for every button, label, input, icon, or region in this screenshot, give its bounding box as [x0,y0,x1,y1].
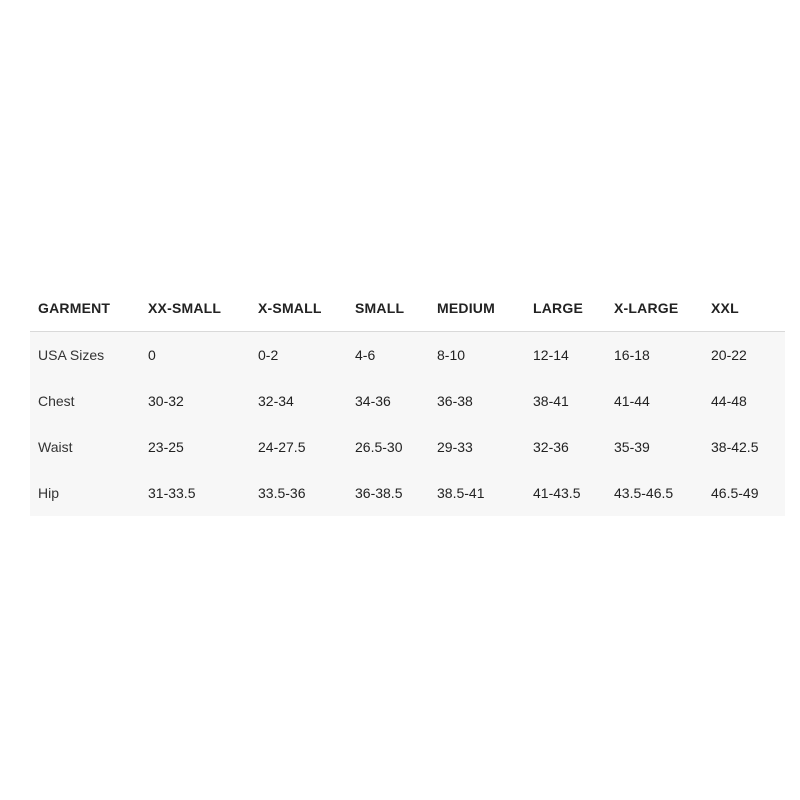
row-label: Hip [38,485,60,501]
header-x-small: X-SMALL [258,300,322,316]
table-cell: 8-10 [437,347,466,363]
table-cell: 43.5-46.5 [614,485,674,501]
row-label: Waist [38,439,73,455]
table-cell: 31-33.5 [148,485,196,501]
header-x-large: X-LARGE [614,300,679,316]
table-cell: 32-34 [258,393,294,409]
table-cell: 4-6 [355,347,376,363]
table-cell: 0-2 [258,347,279,363]
table-row-waist [30,424,785,470]
table-cell: 26.5-30 [355,439,403,455]
table-cell: 34-36 [355,393,391,409]
header-xxl: XXL [711,300,739,316]
header-garment: GARMENT [38,300,111,316]
table-cell: 23-25 [148,439,184,455]
table-row-hip [30,470,785,516]
table-cell: 12-14 [533,347,569,363]
table-row-chest [30,378,785,424]
table-cell: 29-33 [437,439,473,455]
table-cell: 30-32 [148,393,184,409]
table-cell: 38-41 [533,393,569,409]
table-cell: 24-27.5 [258,439,306,455]
table-cell: 36-38.5 [355,485,403,501]
header-large: LARGE [533,300,583,316]
table-cell: 44-48 [711,393,747,409]
header-row [30,285,785,332]
table-cell: 0 [148,347,156,363]
table-cell: 36-38 [437,393,473,409]
table-cell: 38-42.5 [711,439,759,455]
table-row-usa-sizes [30,332,785,379]
table-cell: 38.5-41 [437,485,485,501]
header-medium: MEDIUM [437,300,495,316]
table-cell: 46.5-49 [711,485,759,501]
table-cell: 32-36 [533,439,569,455]
table-cell: 33.5-36 [258,485,306,501]
header-xx-small: XX-SMALL [148,300,222,316]
table-cell: 16-18 [614,347,650,363]
size-chart-table [30,285,785,516]
table-cell: 20-22 [711,347,747,363]
row-label: Chest [38,393,75,409]
header-small: SMALL [355,300,405,316]
row-label: USA Sizes [38,347,105,363]
table-cell: 41-43.5 [533,485,581,501]
table-cell: 35-39 [614,439,650,455]
table-cell: 41-44 [614,393,650,409]
